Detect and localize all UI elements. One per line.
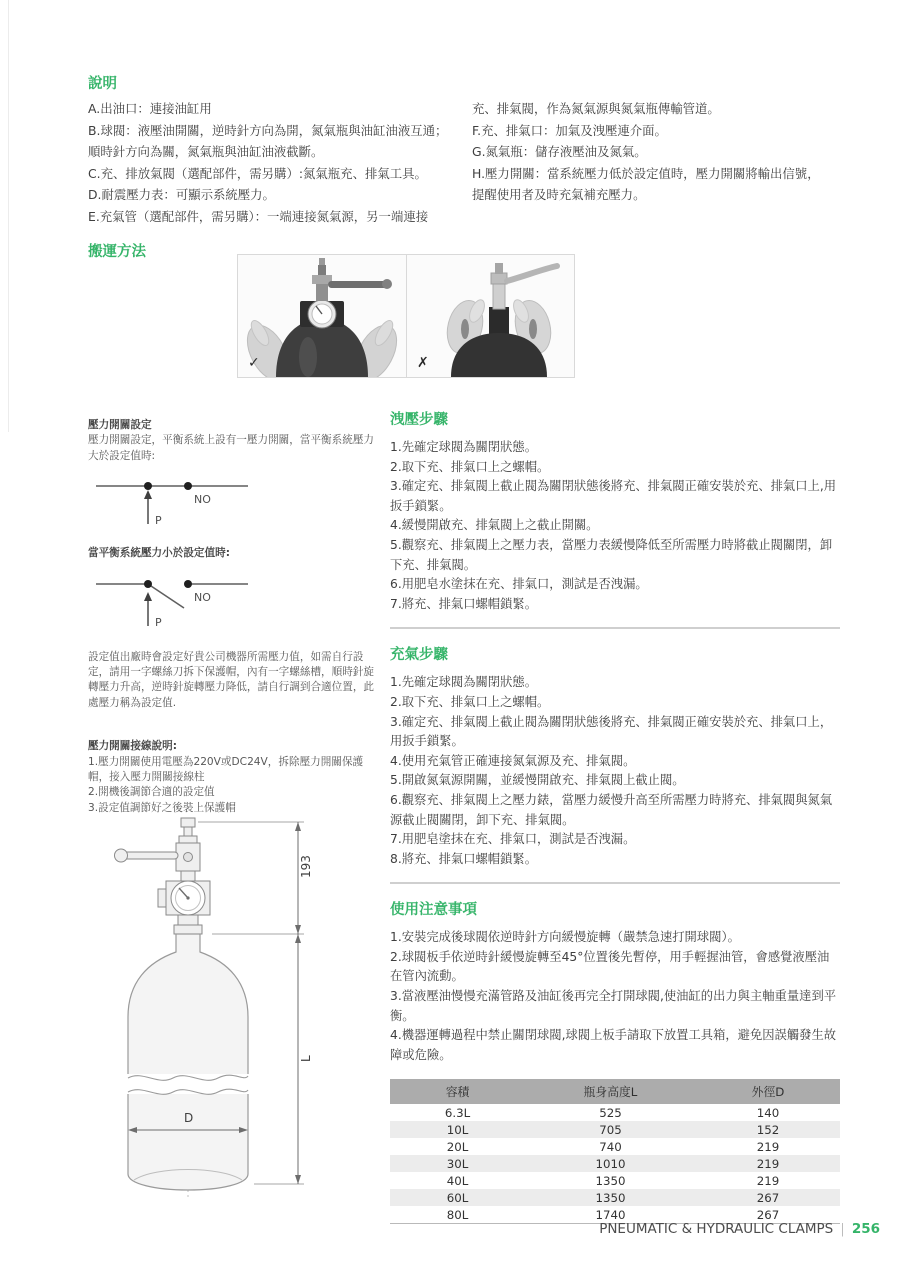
cell-height: 1010 <box>595 1156 626 1171</box>
footer-page-number: 256 <box>851 1221 880 1237</box>
cell-height: 705 <box>599 1122 622 1137</box>
cell-height: 740 <box>599 1139 622 1154</box>
step-line: 5.開啟氮氣源開關，並緩慢開啟充、排氣閥上截止閥。 <box>390 773 685 788</box>
section-divider <box>390 627 840 629</box>
cell-height: 1740 <box>525 1206 696 1223</box>
step-line: 5.觀察充、排氣閥上之壓力表，當壓力表緩慢降低至所需壓力時將截止閥關閉，卸下充、排氣閥。 <box>390 537 833 572</box>
cell-diameter: 267 <box>696 1206 840 1223</box>
explanation-line: 充、排氣閥，作為氮氣源與氮氣瓶傳輸管道。 <box>472 101 720 116</box>
table-row <box>390 1189 840 1206</box>
step-line: 7.將充、排氣口螺帽鎖緊。 <box>390 596 537 611</box>
dim-193-label: 193 <box>299 855 313 878</box>
step-line: 1.先確定球閥為關閉狀態。 <box>390 675 537 690</box>
cell-volume: 80L <box>390 1206 525 1223</box>
footer-separator: | <box>840 1221 845 1237</box>
step-line: 3.確定充、排氣閥上截止閥為關閉狀態後將充、排氣閥正確安裝於充、排氣口上，用扳手鎖緊。 <box>390 714 833 749</box>
usage-notes <box>390 928 840 1065</box>
col-header-volume: 容積 <box>390 1079 525 1104</box>
table-row <box>390 1104 840 1121</box>
explanation-line: H.壓力開關：當系統壓力低於設定值時，壓力開關將輸出信號， <box>472 165 820 181</box>
step-line: 4.緩慢開啟充、排氣閥上之截止開關。 <box>390 518 599 533</box>
section-heading-carry-method: 搬運方法 <box>88 244 146 260</box>
switch-closed-diagram <box>92 470 257 536</box>
spec-table <box>390 1079 840 1224</box>
cell-volume: 30L <box>446 1156 469 1171</box>
carry-photo-correct <box>238 255 406 377</box>
charge-steps <box>390 673 840 869</box>
page-edge-line <box>8 0 9 432</box>
cell-volume: 60L <box>446 1190 469 1205</box>
step-line: 2.取下充、排氣口上之螺帽。 <box>390 459 550 474</box>
section-heading-charge-steps: 充氣步驟 <box>390 647 448 664</box>
dim-L-label: L <box>299 1055 313 1062</box>
explanation-left-column <box>88 98 480 228</box>
col-header-body-height: 瓶身高度L <box>525 1079 696 1104</box>
procedures-column <box>390 408 840 1224</box>
page-footer <box>599 1221 880 1237</box>
spec-table-header-row <box>390 1079 840 1104</box>
wiring-line: 3.設定值調節好之後裝上保護帽 <box>88 801 236 814</box>
table-row <box>390 1172 840 1189</box>
step-line: 3.確定充、排氣閥上截止閥為關閉狀態後將充、排氣閥正確安裝於充、排氣口上,用扳手鎖緊。 <box>390 479 837 513</box>
pressure-switch-intro: 壓力開關設定，平衡系統上設有一壓力開關，當平衡系統壓力大於設定值時: <box>88 434 375 462</box>
cell-diameter: 219 <box>756 1139 780 1154</box>
cell-height: 1350 <box>595 1173 626 1188</box>
cell-volume: 6.3L <box>444 1105 471 1120</box>
explanation-right-column <box>472 98 884 206</box>
cylinder-photo-wrong <box>407 255 574 377</box>
explanation-line: F.充、排氣口：加氣及洩壓連介面。 <box>472 122 667 138</box>
explanation-line: C.充、排放氣閥（選配部件，需另購）:氮氣瓶充、排氣工具。 <box>88 165 427 181</box>
explanation-line: 順時針方向為關，氮氣瓶與油缸油液截斷。 <box>88 144 324 160</box>
explanation-line: D.耐震壓力表：可顯示系統壓力。 <box>88 187 275 203</box>
cell-volume: 20L <box>446 1139 469 1154</box>
pressure-switch-title: 壓力開關設定 <box>88 419 152 431</box>
note-line: 3.當液壓油慢慢充滿管路及油缸後再完全打開球閥,使油缸的出力與主軸重量達到平衡。 <box>390 989 837 1023</box>
carry-photo-wrong <box>406 255 574 377</box>
step-line: 7.用肥皂塗抹在充、排氣口，測試是否洩漏。 <box>390 832 636 847</box>
table-row <box>390 1155 840 1172</box>
pressure-switch-paragraph: 設定值出廠時會設定好貴公司機器所需壓力值，如需自行設定，請用一字螺絲刀拆下保護帽，內有一字螺絲槽，順時針旋轉壓力升高，逆時針旋轉壓力降低，請自行調到合適位置，此處壓力稱為設定值. <box>88 650 375 709</box>
cell-diameter: 267 <box>756 1190 780 1205</box>
pressure-switch-column <box>88 418 384 816</box>
explanation-line: 提醒使用者及時充氣補充壓力。 <box>472 187 646 203</box>
cell-diameter: 140 <box>756 1105 780 1120</box>
section-divider <box>390 882 840 884</box>
correct-mark-icon: ✓ <box>248 355 260 371</box>
carry-method-photos <box>237 254 575 378</box>
explanation-line: E.充氣管（選配部件，需另購）：一端連接氮氣源，另一端連接 <box>88 208 429 224</box>
explanation-line: B.球閥：液壓油開關，逆時針方向為開，氮氣瓶與油缸油液互通； <box>88 122 448 138</box>
table-row <box>390 1138 840 1155</box>
section-heading-usage-notes: 使用注意事項 <box>390 902 477 919</box>
wiring-instructions <box>88 739 384 816</box>
section-heading-explanation: 說明 <box>88 76 117 92</box>
cell-volume: 10L <box>446 1122 469 1137</box>
step-line: 8.將充、排氣口螺帽鎖緊。 <box>390 851 537 866</box>
wiring-line: 2.開機後調節合適的設定值 <box>88 786 215 799</box>
step-line: 1.先確定球閥為關閉狀態。 <box>390 440 537 454</box>
switch-open-diagram <box>92 568 257 638</box>
table-row <box>390 1121 840 1138</box>
step-line: 6.觀察充、排氣閥上之壓力錶，當壓力緩慢升高至所需壓力時將充、排氣閥與氮氣源截止閥關閉，卸下充、排氣閥。 <box>390 792 833 827</box>
cell-volume: 40L <box>446 1173 469 1188</box>
wrong-mark-icon: ✗ <box>417 355 429 371</box>
cell-height: 1350 <box>595 1190 626 1205</box>
no-label: NO <box>194 590 211 604</box>
explanation-line: G.氮氣瓶：儲存液壓油及氮氣。 <box>472 144 647 160</box>
cylinder-drawing <box>98 812 320 1211</box>
p-label: P <box>155 615 162 629</box>
cell-height: 525 <box>599 1105 622 1120</box>
footer-title: PNEUMATIC & HYDRAULIC CLAMPS <box>599 1221 834 1237</box>
p-label: P <box>155 514 162 528</box>
cylinder-dimension-drawing <box>98 812 320 1207</box>
note-line: 4.機器運轉過程中禁止關閉球閥,球閥上板手請取下放置工具箱，避免因誤觸發生故障或危險。 <box>390 1028 837 1062</box>
explanation-line: A.出油口：連接油缸用 <box>88 101 212 116</box>
wiring-title: 壓力開關接線說明: <box>88 740 177 753</box>
note-line: 1.安裝完成後球閥依逆時針方向緩慢旋轉（嚴禁急速打開球閥）。 <box>390 930 740 945</box>
cylinder-photo-correct <box>238 255 406 377</box>
note-line: 2.球閥板手依逆時針緩慢旋轉至45°位置後先暫停，用手輕握油管，會感覺液壓油在管內流動。 <box>390 949 830 984</box>
relief-steps <box>390 438 840 614</box>
step-line: 2.取下充、排氣口上之螺帽。 <box>390 694 550 709</box>
pressure-switch-below-label: 當平衡系統壓力小於設定值時: <box>88 547 230 560</box>
cell-diameter: 219 <box>756 1156 780 1171</box>
cell-diameter: 219 <box>756 1173 780 1188</box>
dim-D-label: D <box>184 1111 194 1125</box>
wiring-line: 1.壓力開關使用電壓為220V或DC24V，拆除壓力開關保護帽，接入壓力開關接線柱 <box>88 755 364 784</box>
col-header-outer-diameter: 外徑D <box>696 1079 840 1104</box>
step-line: 6.用肥皂水塗抹在充、排氣口，測試是否洩漏。 <box>390 577 648 592</box>
section-heading-relief-steps: 洩壓步驟 <box>390 412 448 428</box>
no-label: NO <box>194 493 211 507</box>
cell-diameter: 152 <box>756 1122 780 1137</box>
step-line: 4.使用充氣管正確連接氮氣源及充、排氣閥。 <box>390 753 636 768</box>
